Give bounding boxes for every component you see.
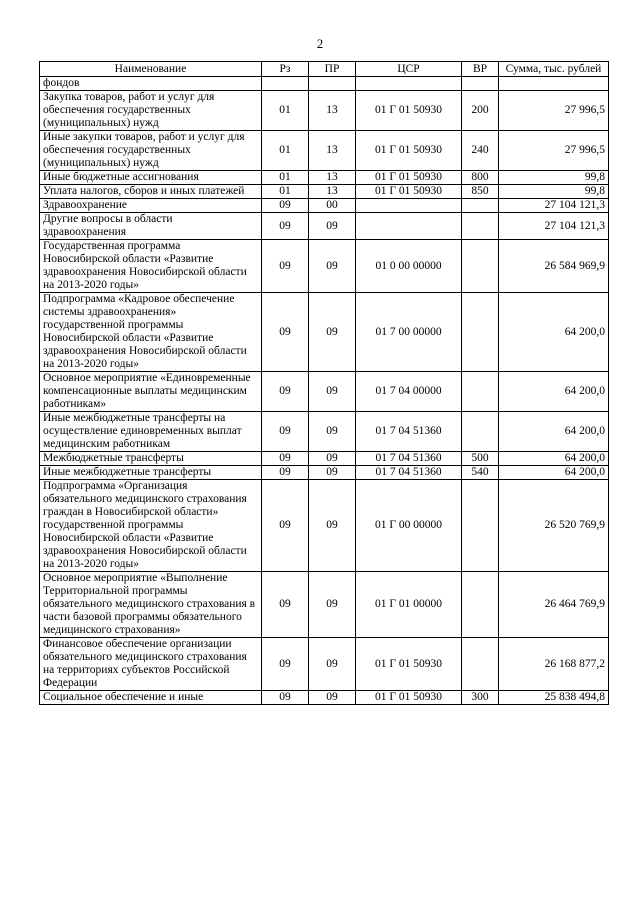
cell-rz: 01 [262, 185, 309, 199]
table-row [40, 185, 609, 199]
cell-name: Основное мероприятие «Единовременные компенсационные выплаты медицинским работникам» [40, 372, 262, 412]
cell-name: Закупка товаров, работ и услуг для обеспечения государственных (муниципальных) нужд [40, 91, 262, 131]
cell-name: Финансовое обеспечение организации обязательного медицинского страхования на территориях субъектов Российской Федерации [40, 638, 262, 691]
cell-csr: 01 Г 01 00000 [356, 572, 462, 638]
cell-rz: 09 [262, 452, 309, 466]
cell-rz: 09 [262, 199, 309, 213]
cell-sum: 27 996,5 [499, 91, 609, 131]
cell-pr: 09 [309, 372, 356, 412]
cell-rz: 09 [262, 240, 309, 293]
header-name: Наименование [40, 62, 262, 77]
table-header-row [40, 62, 609, 77]
cell-sum: 26 584 969,9 [499, 240, 609, 293]
cell-pr: 09 [309, 293, 356, 372]
cell-pr: 09 [309, 412, 356, 452]
cell-name: Иные межбюджетные трансферты на осуществление единовременных выплат медицинским работникам [40, 412, 262, 452]
header-vr: ВР [462, 62, 499, 77]
cell-csr [356, 213, 462, 240]
cell-csr: 01 7 04 51360 [356, 452, 462, 466]
cell-sum: 27 104 121,3 [499, 213, 609, 240]
cell-rz: 09 [262, 572, 309, 638]
table-row [40, 412, 609, 452]
cell-csr: 01 Г 01 50930 [356, 691, 462, 705]
cell-name: фондов [40, 77, 262, 91]
cell-pr: 00 [309, 199, 356, 213]
cell-name: Другие вопросы в области здравоохранения [40, 213, 262, 240]
cell-rz: 01 [262, 91, 309, 131]
cell-pr: 09 [309, 638, 356, 691]
cell-csr [356, 77, 462, 91]
cell-vr: 300 [462, 691, 499, 705]
cell-csr: 01 7 04 00000 [356, 372, 462, 412]
budget-table [39, 61, 609, 705]
cell-rz [262, 77, 309, 91]
cell-rz: 09 [262, 293, 309, 372]
header-sum: Сумма, тыс. рублей [499, 62, 609, 77]
cell-rz: 09 [262, 466, 309, 480]
cell-pr: 13 [309, 171, 356, 185]
page-number: 2 [316, 36, 324, 51]
table-row [40, 91, 609, 131]
cell-sum: 64 200,0 [499, 412, 609, 452]
cell-vr: 800 [462, 171, 499, 185]
cell-pr: 13 [309, 91, 356, 131]
table-row [40, 638, 609, 691]
cell-pr: 13 [309, 131, 356, 171]
cell-csr: 01 0 00 00000 [356, 240, 462, 293]
cell-sum: 64 200,0 [499, 372, 609, 412]
cell-vr [462, 638, 499, 691]
cell-vr [462, 199, 499, 213]
cell-pr: 09 [309, 466, 356, 480]
cell-vr [462, 77, 499, 91]
cell-csr: 01 7 00 00000 [356, 293, 462, 372]
cell-sum [499, 77, 609, 91]
cell-vr [462, 572, 499, 638]
table-row [40, 213, 609, 240]
cell-csr: 01 7 04 51360 [356, 412, 462, 452]
table-row [40, 372, 609, 412]
table-row [40, 572, 609, 638]
cell-sum: 27 104 121,3 [499, 199, 609, 213]
cell-name: Иные межбюджетные трансферты [40, 466, 262, 480]
cell-pr: 13 [309, 185, 356, 199]
table-row [40, 452, 609, 466]
cell-vr: 200 [462, 91, 499, 131]
cell-vr [462, 480, 499, 572]
cell-pr [309, 77, 356, 91]
cell-vr [462, 213, 499, 240]
cell-vr [462, 240, 499, 293]
cell-rz: 09 [262, 638, 309, 691]
cell-csr: 01 Г 01 50930 [356, 638, 462, 691]
cell-sum: 64 200,0 [499, 466, 609, 480]
cell-csr: 01 Г 01 50930 [356, 171, 462, 185]
cell-sum: 99,8 [499, 171, 609, 185]
cell-name: Государственная программа Новосибирской области «Развитие здравоохранения Новосибирской области на 2013-2020 годы» [40, 240, 262, 293]
cell-rz: 09 [262, 213, 309, 240]
cell-sum: 26 168 877,2 [499, 638, 609, 691]
cell-pr: 09 [309, 452, 356, 466]
cell-pr: 09 [309, 691, 356, 705]
cell-rz: 01 [262, 171, 309, 185]
cell-rz: 09 [262, 480, 309, 572]
cell-name: Иные закупки товаров, работ и услуг для обеспечения государственных (муниципальных) нужд [40, 131, 262, 171]
cell-name: Межбюджетные трансферты [40, 452, 262, 466]
cell-csr: 01 Г 00 00000 [356, 480, 462, 572]
cell-sum: 99,8 [499, 185, 609, 199]
cell-name: Подпрограмма «Кадровое обеспечение системы здравоохранения» государственной программы Новосибирской области «Развитие здравоохранения Новосибирской области на 2013-2020 годы» [40, 293, 262, 372]
cell-csr: 01 7 04 51360 [356, 466, 462, 480]
cell-csr: 01 Г 01 50930 [356, 131, 462, 171]
cell-rz: 09 [262, 372, 309, 412]
header-rz: Рз [262, 62, 309, 77]
cell-pr: 09 [309, 240, 356, 293]
cell-csr: 01 Г 01 50930 [356, 185, 462, 199]
cell-name: Социальное обеспечение и иные [40, 691, 262, 705]
table-row [40, 77, 609, 91]
cell-vr [462, 372, 499, 412]
cell-sum: 64 200,0 [499, 452, 609, 466]
cell-pr: 09 [309, 572, 356, 638]
table-row [40, 691, 609, 705]
table-row [40, 199, 609, 213]
cell-rz: 09 [262, 691, 309, 705]
cell-sum: 25 838 494,8 [499, 691, 609, 705]
header-csr: ЦСР [356, 62, 462, 77]
cell-name: Уплата налогов, сборов и иных платежей [40, 185, 262, 199]
cell-name: Подпрограмма «Организация обязательного медицинского страхования граждан в Новосибирской области» государственной программы Новосибирской области «Развитие здравоохранения Новосибирской области на 2013-2020 годы» [40, 480, 262, 572]
cell-pr: 09 [309, 213, 356, 240]
cell-csr [356, 199, 462, 213]
cell-rz: 09 [262, 412, 309, 452]
cell-sum: 26 520 769,9 [499, 480, 609, 572]
cell-name: Здравоохранение [40, 199, 262, 213]
cell-sum: 64 200,0 [499, 293, 609, 372]
cell-sum: 26 464 769,9 [499, 572, 609, 638]
table-row [40, 293, 609, 372]
cell-pr: 09 [309, 480, 356, 572]
cell-vr: 240 [462, 131, 499, 171]
cell-vr [462, 412, 499, 452]
cell-name: Основное мероприятие «Выполнение Территориальной программы обязательного медицинского страхования в части базовой программы обязательного медицинского страхования» [40, 572, 262, 638]
cell-name: Иные бюджетные ассигнования [40, 171, 262, 185]
header-pr: ПР [309, 62, 356, 77]
table-row [40, 466, 609, 480]
cell-rz: 01 [262, 131, 309, 171]
cell-vr [462, 293, 499, 372]
cell-vr: 500 [462, 452, 499, 466]
cell-vr: 540 [462, 466, 499, 480]
table-row [40, 480, 609, 572]
table-row [40, 240, 609, 293]
cell-vr: 850 [462, 185, 499, 199]
table-row [40, 131, 609, 171]
cell-sum: 27 996,5 [499, 131, 609, 171]
cell-csr: 01 Г 01 50930 [356, 91, 462, 131]
table-row [40, 171, 609, 185]
